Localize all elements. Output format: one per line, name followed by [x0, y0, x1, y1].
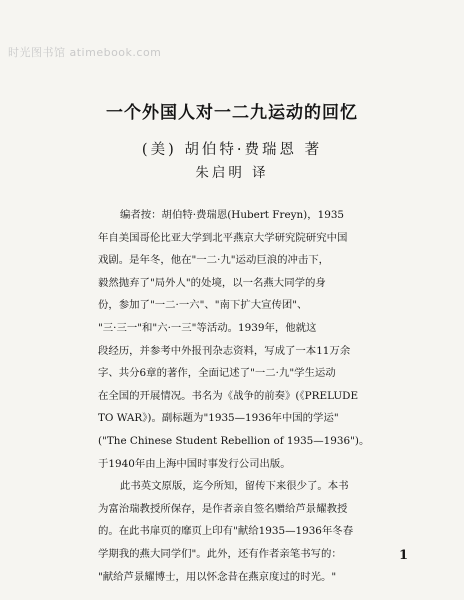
- body-line: 戏剧。是年冬，他在"一二·九"运动巨浪的冲击下，: [98, 254, 330, 267]
- body-line: 为富治瑞教授所保存，是作者亲自签名赠给芦景耀教授: [98, 502, 348, 515]
- editor-note: [98, 204, 396, 588]
- body-line: 于1940年由上海中国时事发行公司出版。: [98, 457, 291, 470]
- body-line: 份，参加了"一二·一六"、"南下扩大宣传团"、: [98, 299, 308, 312]
- body-line: 在全国的开展情况。书名为《战争的前奏》(《PRELUDE: [98, 389, 359, 402]
- body-line: 毅然抛弃了"局外人"的处境，以一名燕大同学的身: [98, 276, 326, 289]
- watermark: 时光图书馆 atimebook.com: [8, 46, 162, 59]
- body-line: "三·三一"和"六·一三"等活动。1939年，他就这: [98, 321, 317, 334]
- body-line: "献给芦景耀博士，用以怀念昔在燕京度过的时光。": [98, 570, 337, 583]
- body-line: 字、共分6章的著作，全面记述了"一二·九"学生运动: [98, 367, 336, 380]
- page-number: 1: [399, 548, 409, 563]
- body-line: 年自美国哥伦比亚大学到北平燕京大学研究院研究中国: [98, 231, 348, 244]
- author-line: (美) 胡伯特·费瑞恩 著: [141, 142, 323, 158]
- body-line: 学期我的燕大同学们"。此外，还有作者亲笔书写的：: [98, 547, 342, 560]
- body-line: 此书英文原版，迄今所知，留传下来很少了。本书: [120, 480, 349, 493]
- body-line: TO WAR》)。副标题为"1935—1936年中国的学运": [98, 412, 339, 425]
- translator-line: 朱启明 译: [195, 165, 269, 181]
- body-line: 编者按：胡伯特·费瑞恩(Hubert Freyn)，1935: [120, 209, 345, 221]
- body-line: 段经历，并参考中外报刊杂志资料，写成了一本11万余: [98, 344, 351, 357]
- body-line: ("The Chinese Student Rebellion of 1935—1936")。: [98, 434, 370, 447]
- article-title: 一个外国人对一二九运动的回忆: [106, 103, 358, 123]
- body-line: 的。在此书扉页的靡页上印有"献给1935—1936年冬春: [98, 525, 354, 538]
